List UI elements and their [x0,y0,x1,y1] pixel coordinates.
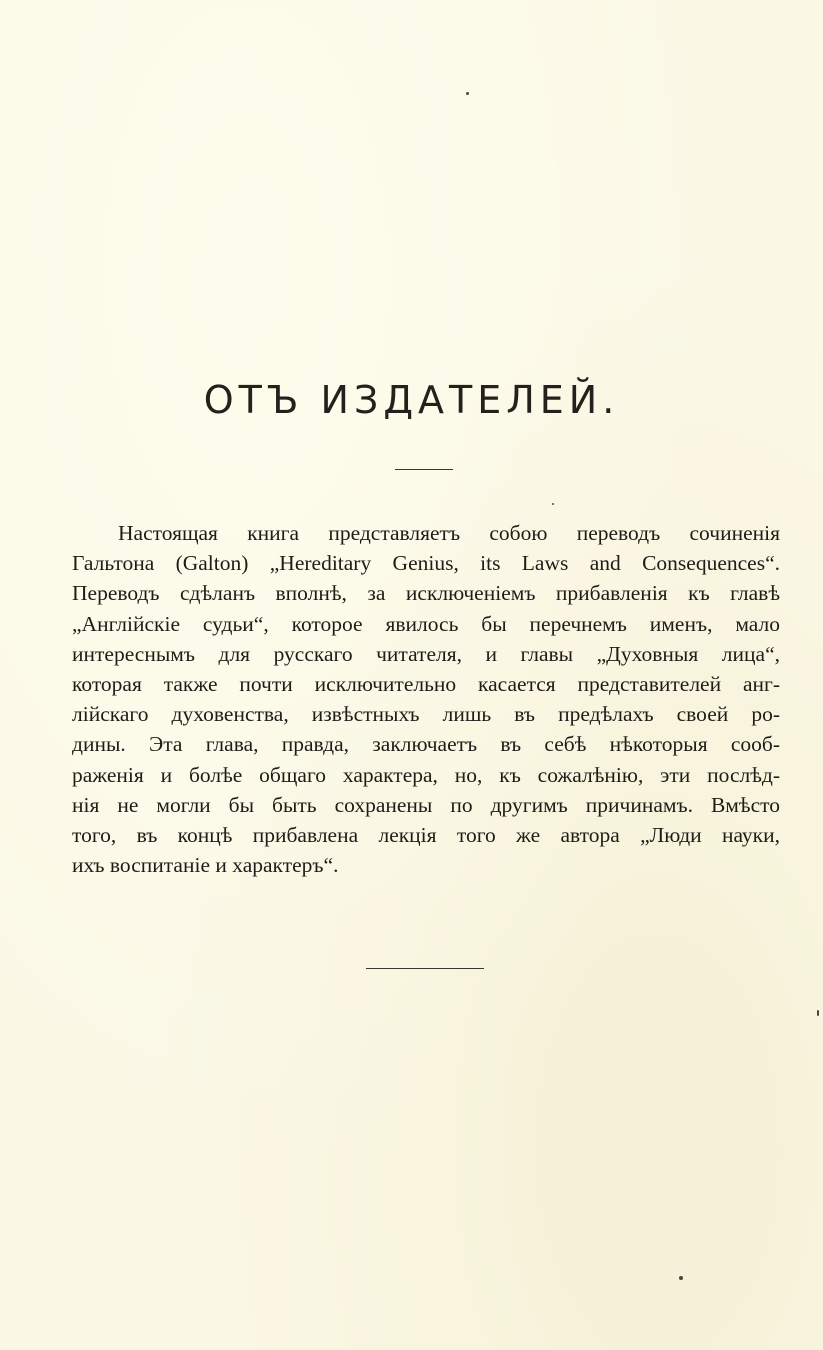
paragraph-line: раженія и болѣе общаго характера, но, къ сожалѣнію, эти послѣд- [72,762,780,787]
preface-paragraph [72,518,780,880]
paragraph-line: которая также почти исключительно касается представителей анг- [72,671,780,696]
paragraph-line: „Англійскіе судьи“, которое явилось бы перечнемъ именъ, мало [72,611,780,636]
paper-speck [817,1010,819,1016]
paragraph-line: того, въ концѣ прибавлена лекція того же автора „Люди науки, [72,822,780,847]
paragraph-line: Гальтона (Galton) „Hereditary Genius, its Laws and Consequences“. [72,551,780,576]
paragraph-line: ихъ воспитаніе и характеръ“. [72,853,339,878]
paragraph-line: дины. Эта глава, правда, заключаетъ въ себѣ нѣкоторыя сооб- [72,732,780,757]
paragraph-line: нія не могли бы быть сохранены по другимъ причинамъ. Вмѣсто [72,792,780,817]
paragraph-line: Настоящая книга представляетъ собою переводъ сочиненія [118,521,780,545]
paper-speck [552,503,554,505]
paragraph-line: Переводъ сдѣланъ вполнѣ, за исключеніемъ прибавленія къ главѣ [72,581,780,606]
paper-speck [679,1276,683,1280]
paper-speck [466,92,469,95]
end-divider [366,968,484,969]
title-divider [395,469,453,470]
paragraph-line: интереснымъ для русскаго читателя, и главы „Духовныя лица“, [72,641,780,666]
page-title: ОТЪ ИЗДАТЕЛЕЙ. [203,378,620,422]
paragraph-line: лійскаго духовенства, извѣстныхъ лишь въ предѣлахъ своей ро- [72,702,780,727]
